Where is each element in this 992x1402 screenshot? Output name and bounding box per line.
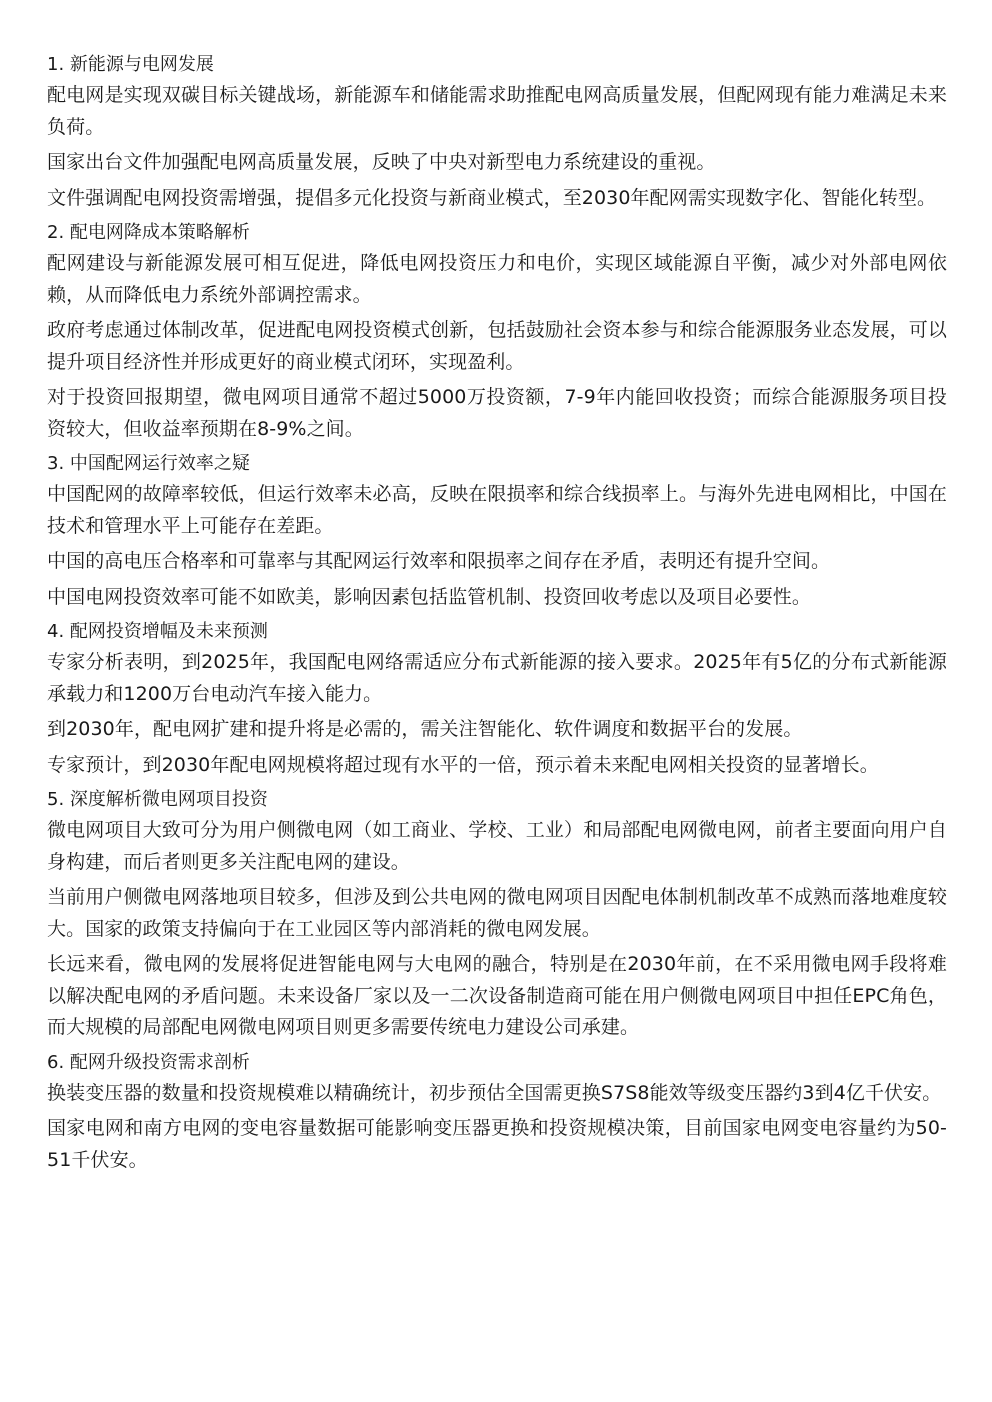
section-title: 1. 新能源与电网发展 <box>47 54 214 75</box>
paragraph: 到2030年，配电网扩建和提升将是必需的，需关注智能化、软件调度和数据平台的发展。 <box>47 718 803 740</box>
section-5 <box>47 785 947 1044</box>
paragraph: 配网建设与新能源发展可相互促进，降低电网投资压力和电价，实现区域能源自平衡，减少对外部电网依赖，从而降低电力系统外部调控需求。 <box>47 252 947 306</box>
paragraph: 政府考虑通过体制改革，促进配电网投资模式创新，包括鼓励社会资本参与和综合能源服务业态发展，可以提升项目经济性并形成更好的商业模式闭环，实现盈利。 <box>47 319 947 373</box>
section-3 <box>47 449 947 613</box>
paragraph: 中国电网投资效率可能不如欧美，影响因素包括监管机制、投资回收考虑以及项目必要性。 <box>47 585 812 608</box>
section-title: 2. 配电网降成本策略解析 <box>47 222 250 243</box>
section-6 <box>47 1048 947 1177</box>
document-body <box>47 50 947 1180</box>
section-title: 5. 深度解析微电网项目投资 <box>47 789 268 810</box>
section-title: 3. 中国配网运行效率之疑 <box>47 453 250 474</box>
paragraph: 当前用户侧微电网落地项目较多，但涉及到公共电网的微电网项目因配电体制机制改革不成熟而落地难度较大。国家的政策支持偏向于在工业园区等内部消耗的微电网发展。 <box>47 886 947 940</box>
section-1 <box>47 50 947 214</box>
paragraph: 对于投资回报期望，微电网项目通常不超过5000万投资额，7-9年内能回收投资；而综合能源服务项目投资较大，但收益率预期在8-9%之间。 <box>47 386 947 440</box>
section-title: 4. 配网投资增幅及未来预测 <box>47 621 268 642</box>
paragraph: 微电网项目大致可分为用户侧微电网（如工商业、学校、工业）和局部配电网微电网，前者主要面向用户自身构建，而后者则更多关注配电网的建设。 <box>47 819 947 873</box>
paragraph: 专家预计，到2030年配电网规模将超过现有水平的一倍，预示着未来配电网相关投资的显著增长。 <box>47 753 879 776</box>
paragraph: 文件强调配电网投资需增强，提倡多元化投资与新商业模式，至2030年配网需实现数字化、智能化转型。 <box>47 186 937 209</box>
section-4 <box>47 617 947 781</box>
section-title: 6. 配网升级投资需求剖析 <box>47 1051 250 1073</box>
section-2 <box>47 218 947 445</box>
paragraph: 中国的高电压合格率和可靠率与其配网运行效率和限损率之间存在矛盾，表明还有提升空间。 <box>47 550 831 572</box>
paragraph: 专家分析表明，到2025年，我国配电网络需适应分布式新能源的接入要求。2025年有5亿的分布式新能源承载力和1200万台电动汽车接入能力。 <box>47 651 947 705</box>
paragraph: 国家出台文件加强配电网高质量发展，反映了中央对新型电力系统建设的重视。 <box>47 151 716 173</box>
paragraph: 配电网是实现双碳目标关键战场，新能源车和储能需求助推配电网高质量发展，但配网现有能力难满足未来负荷。 <box>47 84 947 138</box>
paragraph: 国家电网和南方电网的变电容量数据可能影响变压器更换和投资规模决策，目前国家电网变电容量约为50-51千伏安。 <box>47 1117 947 1171</box>
paragraph: 长远来看，微电网的发展将促进智能电网与大电网的融合，特别是在2030年前，在不采用微电网手段将难以解决配电网的矛盾问题。未来设备厂家以及一二次设备制造商可能在用户侧微电网项目中担任EPC角色，而大规模的局部配电网微电网项目则更多需要传统电力建设公司承建。 <box>47 953 947 1038</box>
paragraph: 中国配网的故障率较低，但运行效率未必高，反映在限损率和综合线损率上。与海外先进电网相比，中国在技术和管理水平上可能存在差距。 <box>47 483 947 537</box>
paragraph: 换装变压器的数量和投资规模难以精确统计，初步预估全国需更换S7S8能效等级变压器约3到4亿千伏安。 <box>47 1081 942 1104</box>
